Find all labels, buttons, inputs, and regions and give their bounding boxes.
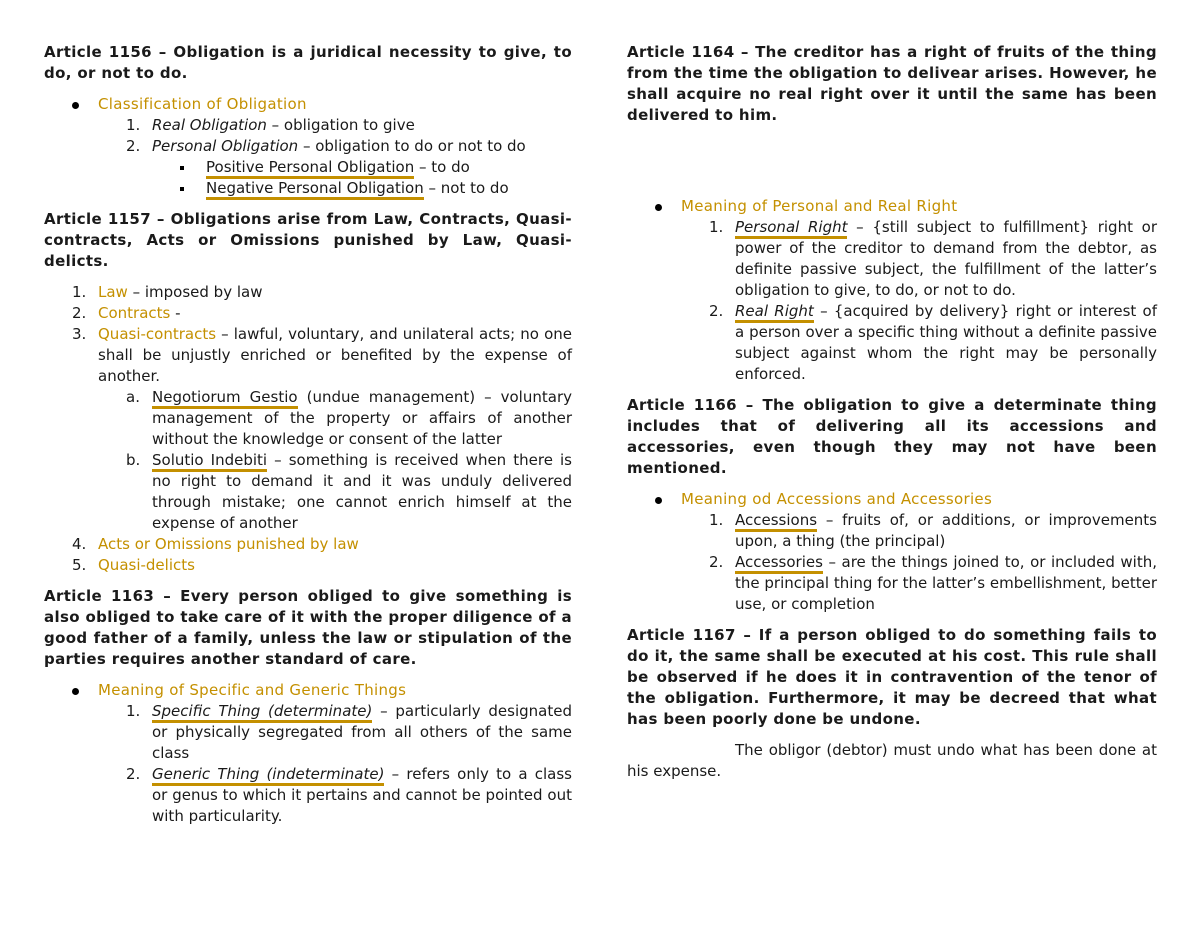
- list-item: b. Solutio Indebiti – something is received when there is no right to demand it and it was unduly delivered through mistake; one cannot enrich himself at the expense of another: [126, 451, 572, 532]
- list-item: 2. Personal Obligation – obligation to do or not to do Positive Personal Obligation – to do Negative Personal Obligation – not to do: [152, 136, 572, 199]
- bullet-icon: [72, 102, 79, 109]
- things-item: [98, 680, 572, 827]
- classification-types: [98, 115, 572, 199]
- list-item: 1. Real Obligation – obligation to give: [126, 116, 415, 134]
- personal-subtypes: [152, 157, 572, 199]
- things-list: [44, 680, 572, 827]
- article-1163: Article 1163 – Every person obliged to give something is also obliged to take care of it with the proper diligence of a good father of a family, unless the law or stipulation of the parties requires another standard of care.: [44, 587, 572, 668]
- rights-heading: Meaning of Personal and Real Right: [681, 197, 958, 215]
- obligor-note: The obligor (debtor) must undo what has been done at his expense.: [627, 741, 1157, 780]
- accessions-item: [681, 489, 1157, 615]
- rights-list: [627, 196, 1157, 385]
- list-item: Positive Personal Obligation – to do: [206, 157, 572, 178]
- list-item: 1. Personal Right – {still subject to fulfillment} right or power of the creditor to demand from the debtor, as definite passive subject, the fulfillment of the latter’s obligation to give, to do, or not to do.: [709, 218, 1157, 299]
- left-column: [44, 42, 572, 837]
- square-bullet-icon: [180, 166, 184, 170]
- list-item: 5. Quasi-delicts: [72, 556, 195, 574]
- quasi-contract-types: [98, 387, 572, 534]
- sources-list: [44, 282, 572, 576]
- square-bullet-icon: [180, 187, 184, 191]
- classification-heading: Classification of Obligation: [98, 95, 307, 113]
- list-item: 2. Accessories – are the things joined to, or included with, the principal thing for the latter’s embellishment, better use, or completion: [709, 553, 1157, 613]
- list-item: 3. Quasi-contracts – lawful, voluntary, and unilateral acts; no one shall be unjustly enriched or benefited by the expense of another. a. Negotiorum Gestio (undue management) – voluntary management of the property or affairs of another without the knowledge or consent of the latter b. Solutio Indebiti – something is received when there is no right to demand it and it was unduly delivered through mistake; one cannot enrich himself at the expense of another: [72, 325, 572, 532]
- things-heading: Meaning of Specific and Generic Things: [98, 681, 407, 699]
- list-item: 1. Law – imposed by law: [72, 283, 263, 301]
- list-item: 4. Acts or Omissions punished by law: [72, 535, 359, 553]
- right-column: [627, 42, 1157, 782]
- classification-list: [44, 94, 572, 199]
- classification-item: [98, 94, 572, 199]
- list-item: 2. Real Right – {acquired by delivery} right or interest of a person over a specific thing without a definite passive subject against whom the right may be personally enforced.: [709, 302, 1158, 383]
- list-item: 1. Specific Thing (determinate) – particularly designated or physically segregated from all others of the same class: [126, 702, 572, 762]
- bullet-icon: [655, 497, 662, 504]
- article-1156: Article 1156 – Obligation is a juridical necessity to give, to do, or not to do.: [44, 43, 572, 82]
- article-1164: Article 1164 – The creditor has a right of fruits of the thing from the time the obligation to delivear arises. However, he shall acquire no real right over it until the same has been delivered to him.: [627, 43, 1157, 124]
- rights-item: [681, 196, 1157, 385]
- things-types: [98, 701, 572, 827]
- article-1157: Article 1157 – Obligations arise from Law, Contracts, Quasi-contracts, Acts or Omissions punished by Law, Quasi-delicts.: [44, 210, 572, 270]
- article-1166: Article 1166 – The obligation to give a determinate thing includes that of delivering all its accessions and accessories, even though they may not have been mentioned.: [627, 396, 1157, 477]
- list-item: a. Negotiorum Gestio (undue management) – voluntary management of the property or affairs of another without the knowledge or consent of the latter: [126, 388, 572, 448]
- list-item: 1. Accessions – fruits of, or additions, or improvements upon, a thing (the principal): [709, 511, 1157, 550]
- list-item: 2. Generic Thing (indeterminate) – refers only to a class or genus to which it pertains and cannot be pointed out with particularity.: [126, 765, 572, 825]
- rights-types: [681, 217, 1157, 385]
- bullet-icon: [72, 688, 79, 695]
- spacer: [627, 136, 1157, 196]
- article-1167: Article 1167 – If a person obliged to do something fails to do it, the same shall be executed at his cost. This rule shall be observed if he does it in contravention of the tenor of the obligation. Furthermore, it may be decreed that what has been poorly done be undone.: [627, 626, 1157, 728]
- accessions-list: [627, 489, 1157, 615]
- bullet-icon: [655, 204, 662, 211]
- list-item: 2. Contracts -: [72, 304, 181, 322]
- list-item: Negative Personal Obligation – not to do: [206, 178, 572, 199]
- accessions-types: [681, 510, 1157, 615]
- accessions-heading: Meaning od Accessions and Accessories: [681, 490, 993, 508]
